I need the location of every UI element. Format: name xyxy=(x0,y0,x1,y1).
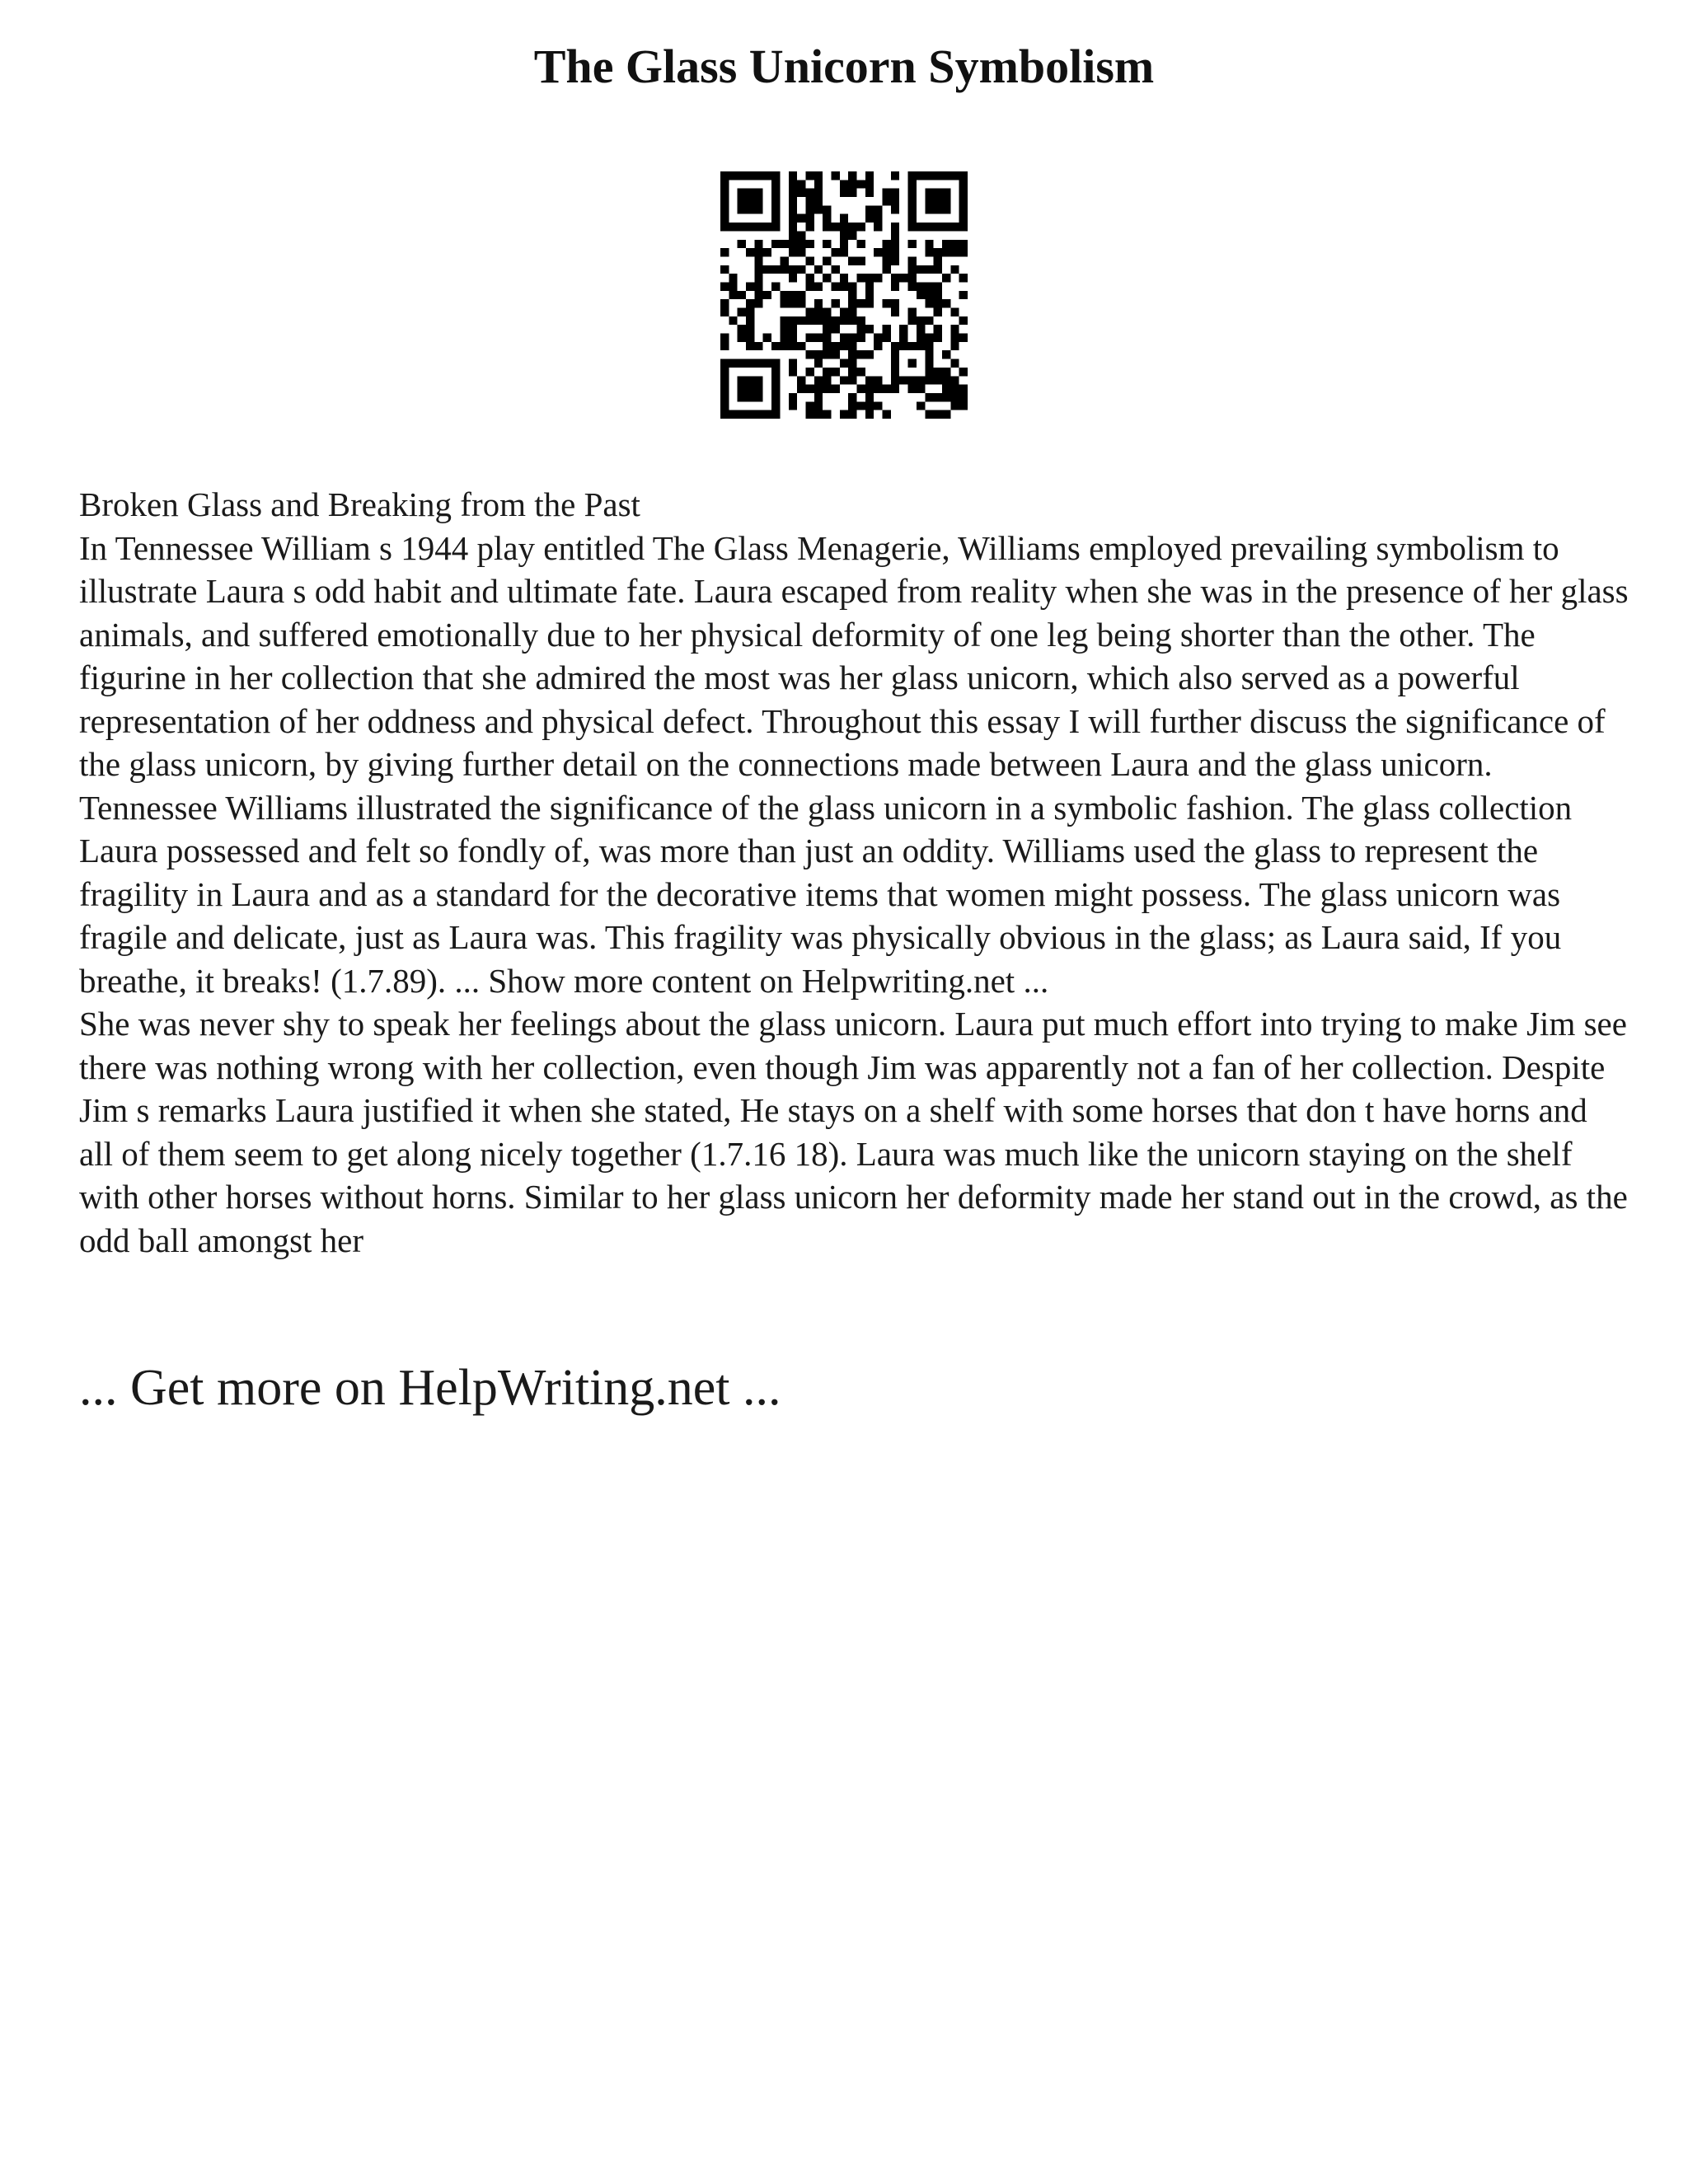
essay-paragraph: She was never shy to speak her feelings about the glass unicorn. Laura put much effort into trying to make Jim see there was nothing wrong with her collection, even though Jim was apparently not a fan of her collection. Despite Jim s remarks Laura justified it when she stated, He stays on a shelf with some horses that don t have horns and all of them seem to get along nicely together (1.7.16 18). Laura was much like the unicorn staying on the shelf with other horses without horns. Similar to her glass unicorn her deformity made her stand out in the crowd, as the odd ball amongst her xyxy=(79,1005,1628,1259)
essay-paragraph: In Tennessee William s 1944 play entitled The Glass Menagerie, Williams employed prevailing symbolism to illustrate Laura s odd habit and ultimate fate. Laura escaped from reality when she was in the presence of her glass animals, and suffered emotionally due to her physical deformity of one leg being shorter than the other. The figurine in her collection that she admired the most was her glass unicorn, which also served as a powerful representation of her oddness and physical defect. Throughout this essay I will further discuss the significance of the glass unicorn, by giving further detail on the connections made between Laura and the glass unicorn. Tennessee Williams illustrated the significance of the glass unicorn in a symbolic fashion. The glass collection Laura possessed and felt so fondly of, was more than just an oddity. Williams used the glass to represent the fragility in Laura and as a standard for the decorative items that women might possess. The glass unicorn was fragile and delicate, just as Laura was. This fragility was physically obvious in the glass; as Laura said, If you breathe, it breaks! (1.7.89). ... Show more content on Helpwriting.net ... xyxy=(79,528,1629,1000)
get-more-link[interactable]: ... Get more on HelpWriting.net ... xyxy=(79,1360,781,1416)
document-title: The Glass Unicorn Symbolism xyxy=(533,40,1155,93)
essay-body xyxy=(79,483,1629,1262)
essay-subheading: Broken Glass and Breaking from the Past xyxy=(79,485,640,523)
qr-code-icon xyxy=(720,171,968,419)
